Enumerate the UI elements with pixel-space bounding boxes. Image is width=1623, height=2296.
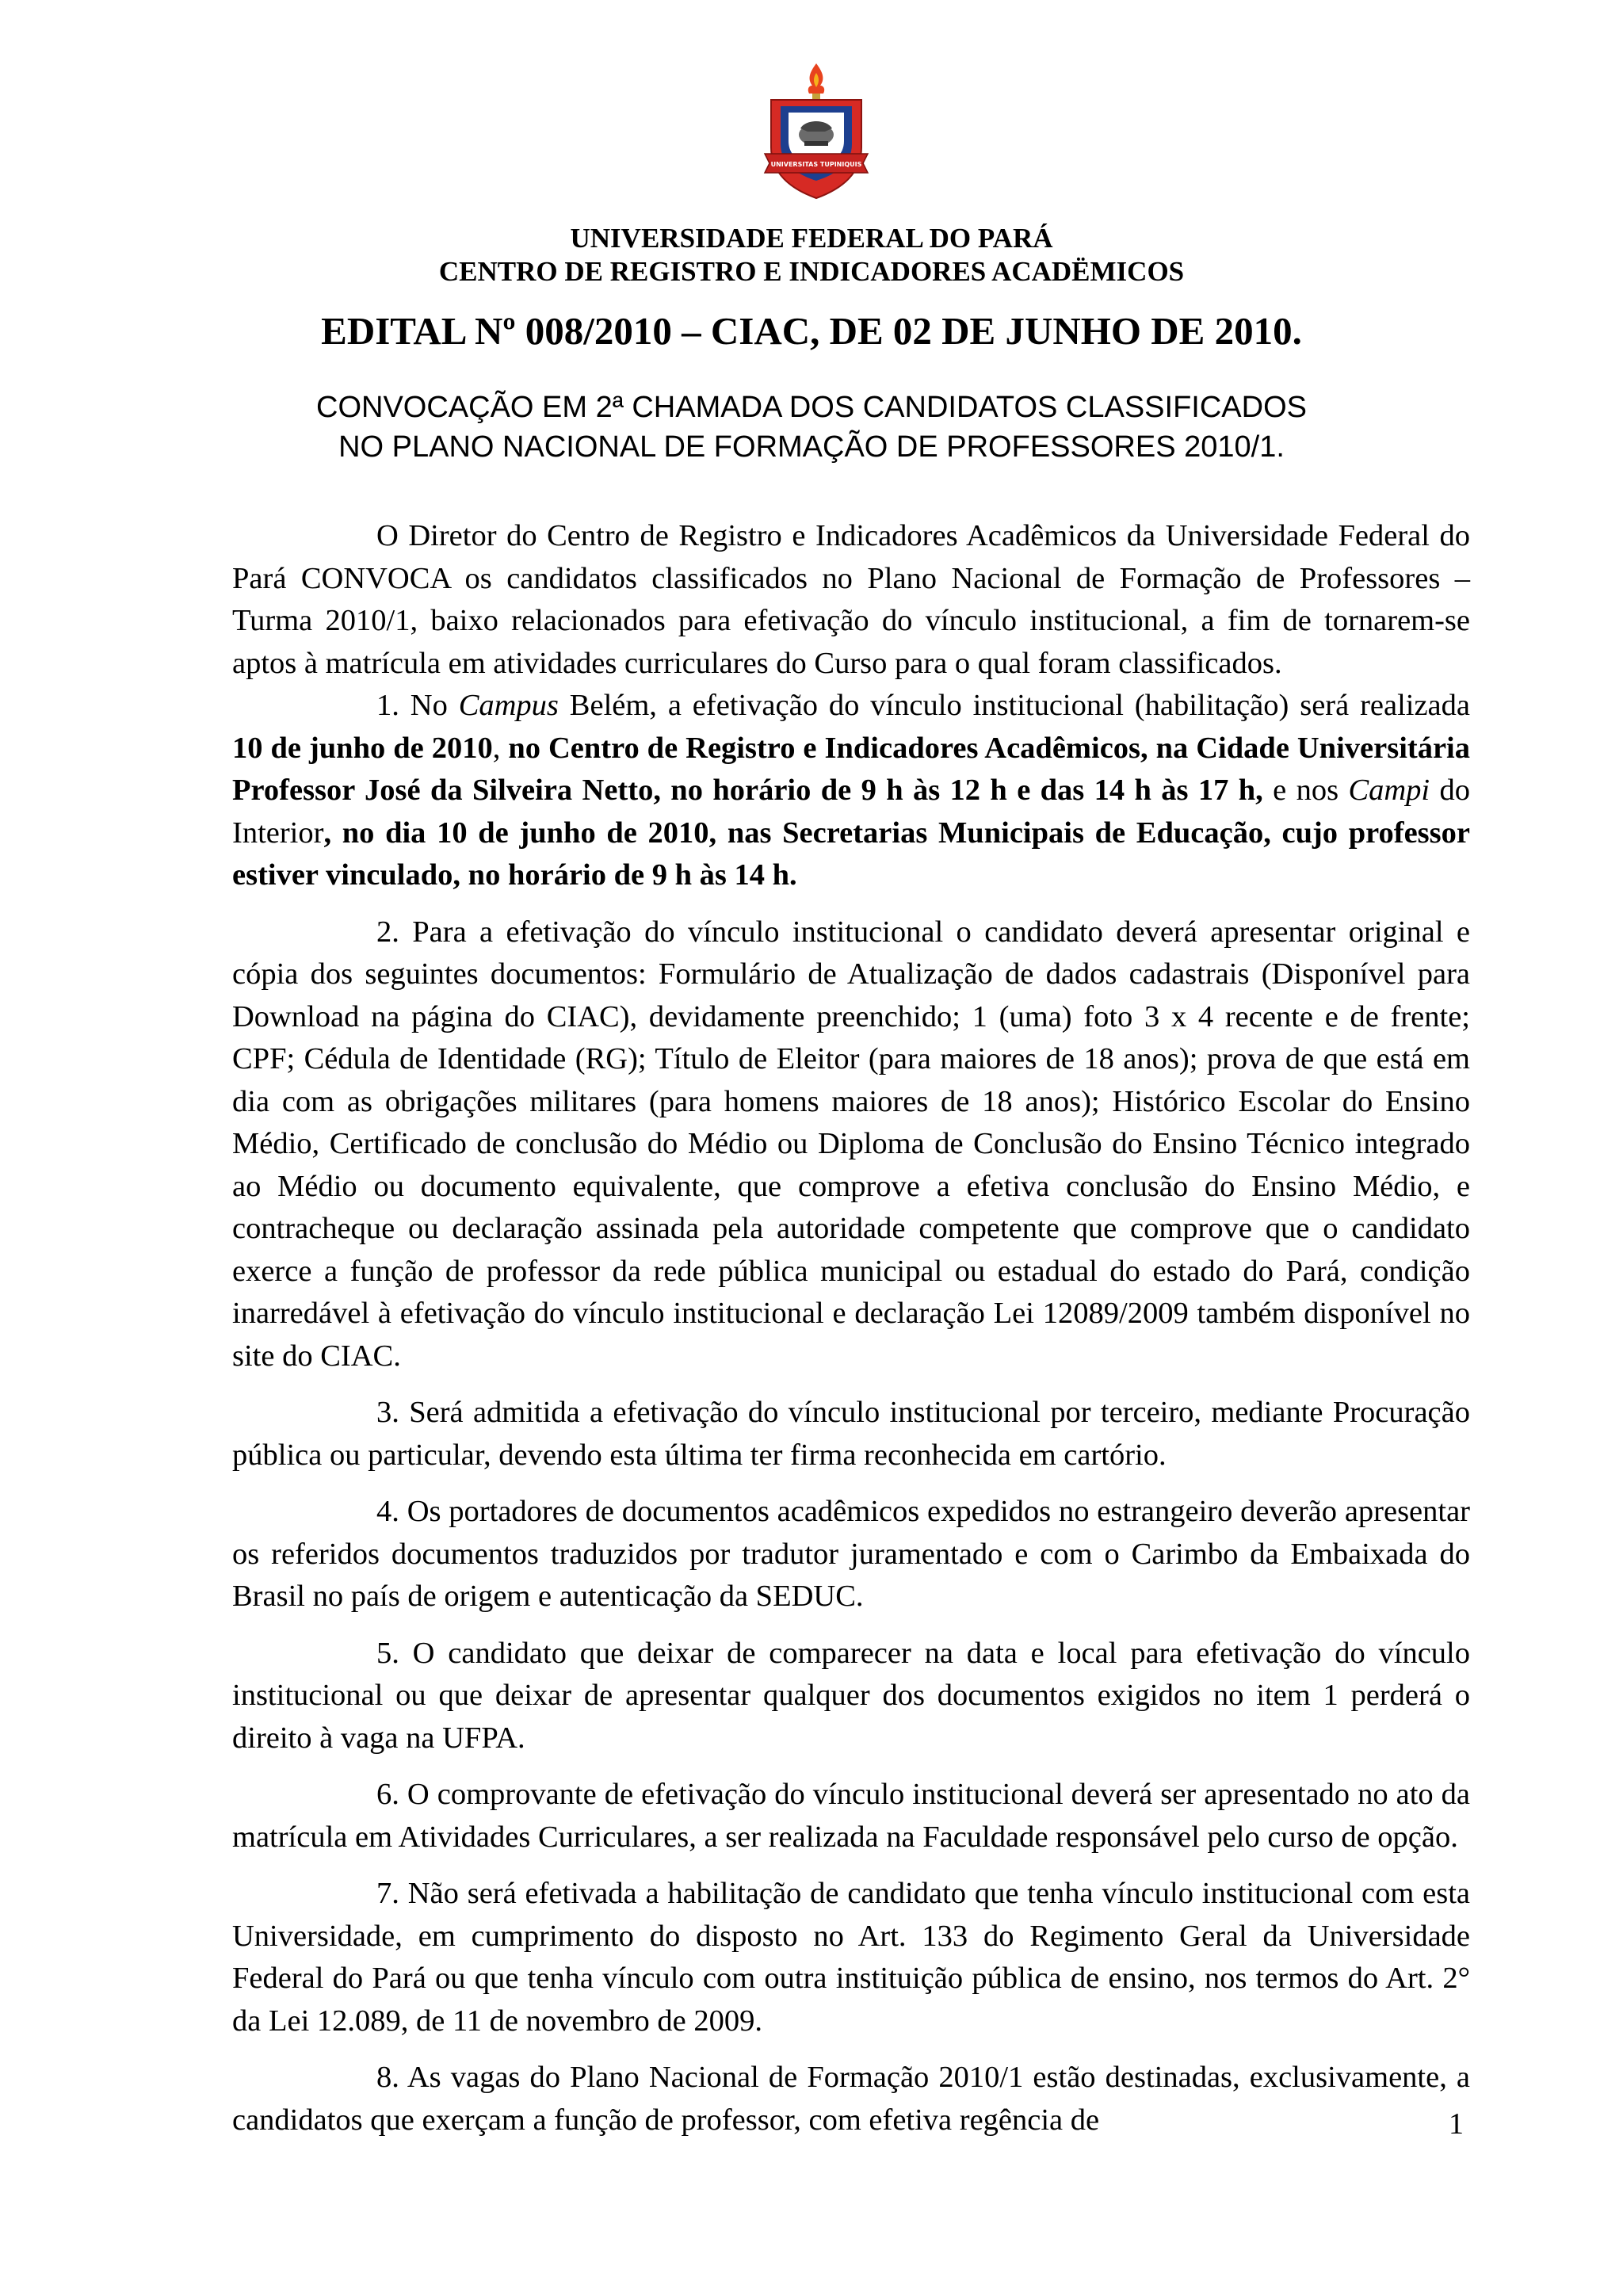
item-4-paragraph: 4. Os portadores de documentos acadêmicos expedidos no estrangeiro deverão apresentar os referidos documentos traduzidos por tradutor juramentado e com o Carimbo da Embaixada do Brasil no país de origem e autenticação da SEDUC.: [232, 1495, 1470, 1613]
item-1-part-e: ,: [492, 731, 509, 765]
document-body: [232, 515, 1470, 2141]
item-6-paragraph: 6. O comprovante de efetivação do vínculo institucional deverá ser apresentado no ato da matrícula em Atividades Curriculares, a ser realizada na Faculdade responsável pelo curso de opção.: [232, 1778, 1470, 1854]
item-1-interior-details: , no dia 10 de junho de 2010, nas Secretarias Municipais de Educação, cujo professor estiver vinculado, no horário de 9 h às 14 h.: [232, 816, 1470, 892]
intro-paragraph: O Diretor do Centro de Registro e Indicadores Acadêmicos da Universidade Federal do Pará CONVOCA os candidatos classificados no Plano Nacional de Formação de Professores – Turma 2010/1, baixo relacionados para efetivação do vínculo institucional, a fim de tornarem-se aptos à matrícula em atividades curriculares do Curso para o qual foram classificados.: [232, 519, 1470, 680]
item-5-paragraph: 5. O candidato que deixar de comparecer na data e local para efetivação do vínculo institucional ou que deixar de apresentar qualquer dos documentos exigidos no item 1 perderá o direito à vaga na UFPA.: [232, 1636, 1470, 1755]
item-8-paragraph: 8. As vagas do Plano Nacional de Formação 2010/1 estão destinadas, exclusivamente, a candidatos que exerçam a função de professor, com efetiva regência de: [232, 2061, 1470, 2137]
item-1-part-a: 1. No: [376, 689, 459, 722]
item-1-paragraph: [232, 685, 1470, 897]
logo-motto: UNIVERSITAS TUPINIQUIS: [770, 161, 862, 168]
item-3-paragraph: 3. Será admitida a efetivação do vínculo institucional por terceiro, mediante Procuração pública ou particular, devendo esta última ter firma reconhecida em cartório.: [232, 1396, 1470, 1472]
university-crest-logo: [757, 62, 876, 203]
subtitle-line-2: NO PLANO NACIONAL DE FORMAÇÃO DE PROFESSORES 2010/1.: [338, 430, 1285, 464]
department-name: CENTRO DE REGISTRO E INDICADORES ACADËMICOS: [438, 256, 1185, 287]
item-1-date: 10 de junho de 2010: [232, 731, 493, 765]
subtitle-line-1: CONVOCAÇÃO EM 2ª CHAMADA DOS CANDIDATOS CLASSIFICADOS: [316, 391, 1307, 424]
item-1-campus: Campus: [458, 689, 559, 722]
item-1-part-i: do Interior: [232, 774, 1470, 850]
page-number: 1: [1449, 2107, 1464, 2141]
item-1-location: no Centro de Registro e Indicadores Acadêmicos, na Cidade Universitária Professor José da Silveira Netto, no horário de 9 h às 12 h e das 14 h às 17 h,: [232, 731, 1471, 807]
item-1-part-g: e nos: [1262, 774, 1349, 807]
item-1-campi: Campi: [1348, 774, 1430, 807]
institution-name: UNIVERSIDADE FEDERAL DO PARÁ: [570, 223, 1053, 254]
edital-title: EDITAL Nº 008/2010 – CIAC, DE 02 DE JUNHO DE 2010.: [321, 309, 1302, 353]
item-2-paragraph: 2. Para a efetivação do vínculo institucional o candidato deverá apresentar original e cópia dos seguintes documentos: Formulário de Atualização de dados cadastrais (Disponível para Download na página do CIAC), devidamente preenchido; 1 (uma) foto 3 x 4 recente e de frente; CPF; Cédula de Identidade (RG); Título de Eleitor (para maiores de 18 anos); prova de que está em dia com as obrigações militares (para homens maiores de 18 anos); Histórico Escolar do Ensino Médio, Certificado de conclusão do Médio ou Diploma de Conclusão do Ensino Técnico integrado ao Médio ou documento equivalente, que comprove a efetiva conclusão do Ensino Médio, e contracheque ou declaração assinada pela autoridade competente que comprove que o candidato exerce a função de professor da rede pública municipal ou estadual do estado do Pará, condição inarredável à efetivação do vínculo institucional e declaração Lei 12089/2009 também disponível no site do CIAC.: [232, 915, 1470, 1373]
item-7-paragraph: 7. Não será efetivada a habilitação de candidato que tenha vínculo institucional com esta Universidade, em cumprimento do disposto no Art. 133 do Regimento Geral da Universidade Federal do Pará ou que tenha vínculo com outra instituição pública de ensino, nos termos do Art. 2° da Lei 12.089, de 11 de novembro de 2009.: [232, 1877, 1470, 2038]
item-1-part-c: Belém, a efetivação do vínculo institucional (habilitação) será realizada: [558, 689, 1470, 722]
